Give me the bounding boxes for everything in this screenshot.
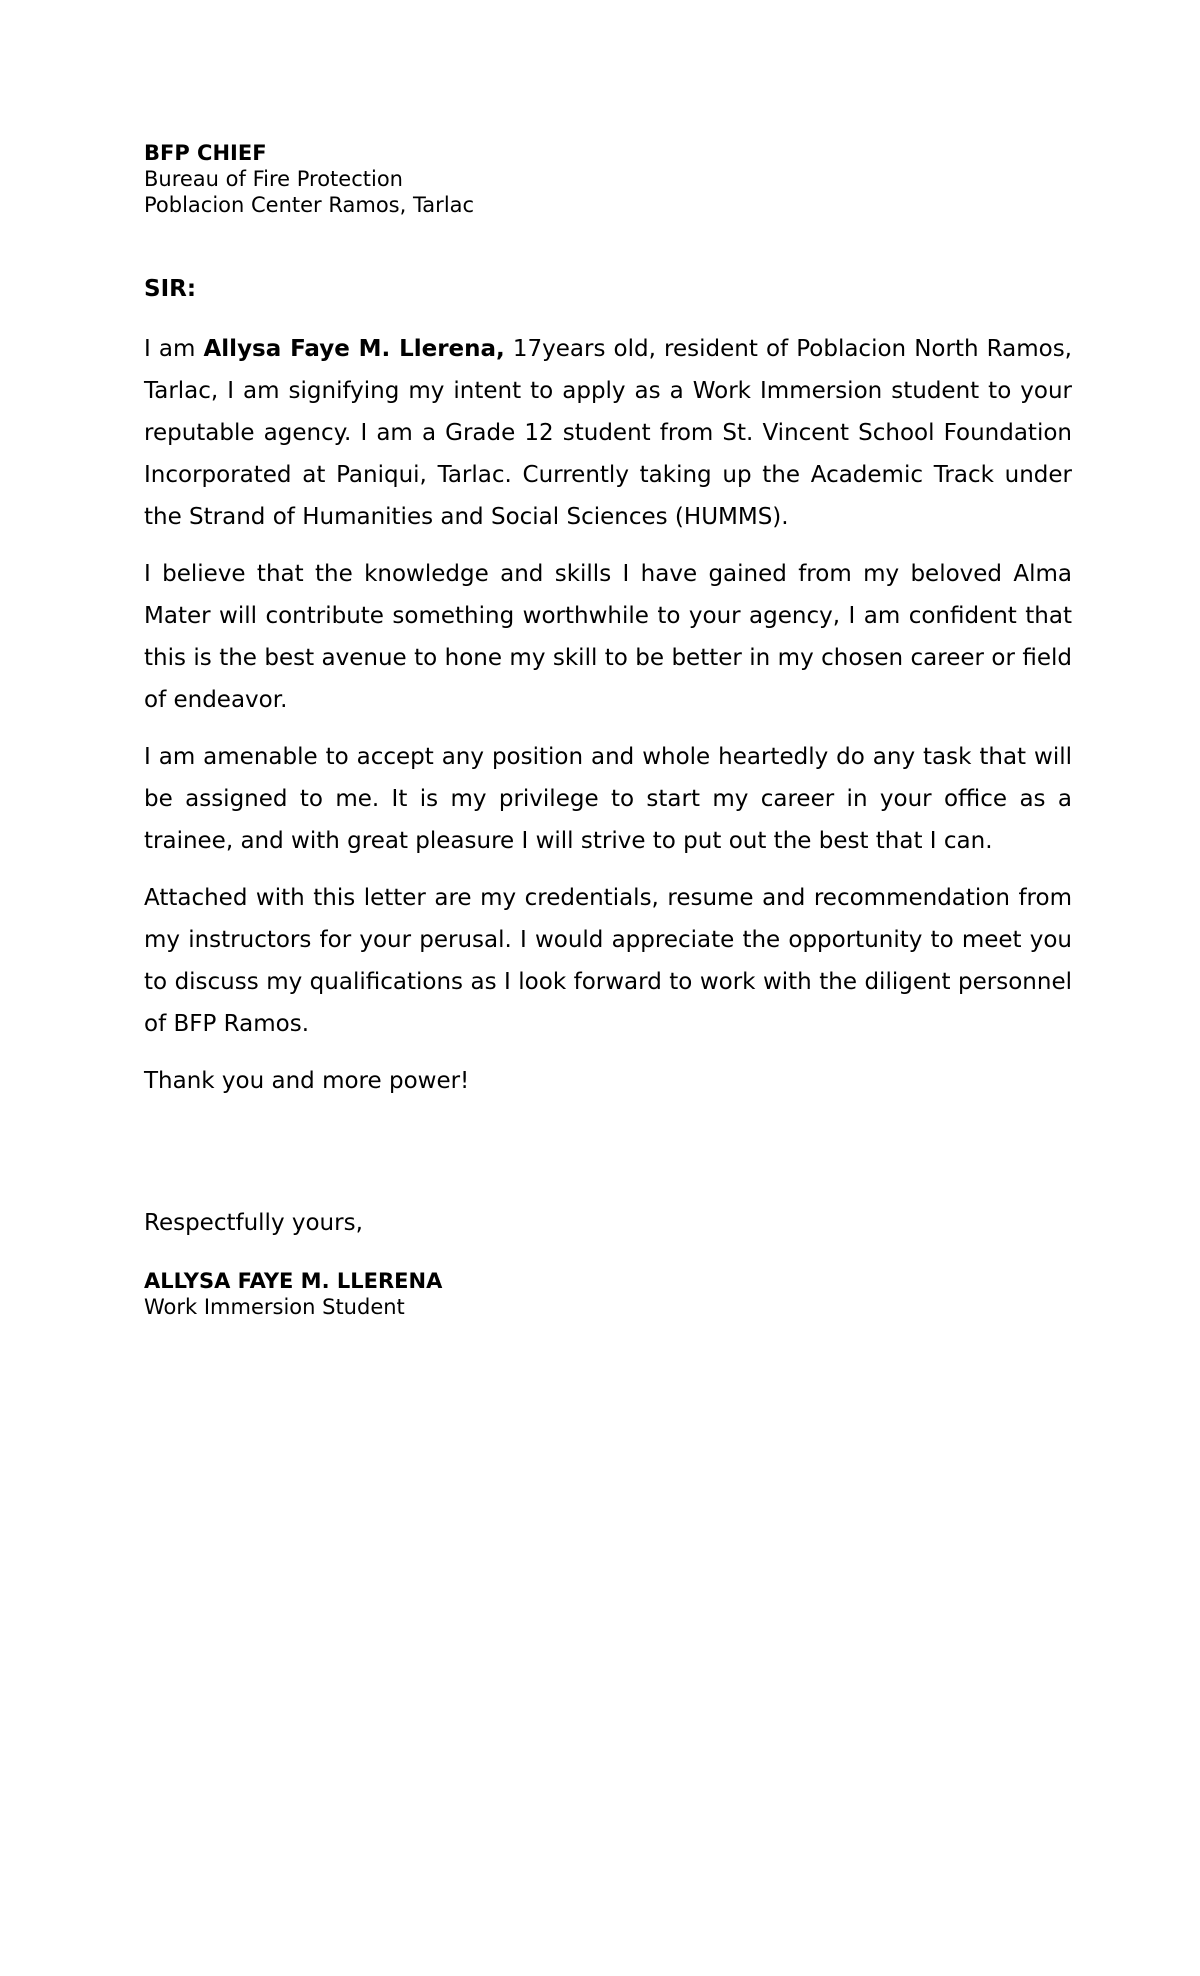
paragraph-intro: [144, 328, 1072, 538]
paragraph-thanks: Thank you and more power!: [144, 1068, 470, 1094]
paragraph-attachments: Attached with this letter are my credentials, resume and recommendation from my instructors for your perusal. I would appreciate the opportunity to meet you to discuss my qualifications as I look forward to work with the diligent personnel of BFP Ramos.: [144, 885, 1072, 1037]
paragraph-amenable: I am amenable to accept any position and whole heartedly do any task that will be assigned to me. It is my privilege to start my career in your office as a trainee, and with great pleasure I will strive to put out the best that I can.: [144, 744, 1072, 854]
applicant-name: Allysa Faye M. Llerena,: [203, 336, 505, 362]
salutation: SIR:: [144, 276, 197, 302]
recipient-block: [144, 140, 1072, 218]
letter-body: [144, 328, 1072, 1117]
closing: Respectfully yours,: [144, 1210, 363, 1236]
paragraph-skills: I believe that the knowledge and skills I have gained from my beloved Alma Mater will contribute something worthwhile to your agency, I am confident that this is the best avenue to hone my skill to be better in my chosen career or field of endeavor.: [144, 561, 1072, 713]
signature-position: Work Immersion Student: [144, 1295, 405, 1319]
signature-block: [144, 1268, 442, 1320]
intro-rest: 17years old, resident of Poblacion North Ramos, Tarlac, I am signifying my intent to apply as a Work Immersion student to your reputable agency. I am a Grade 12 student from St. Vincent School Foundation Incorporated at Paniqui, Tarlac. Currently taking up the Academic Track under the Strand of Humanities and Social Sciences (HUMMS).: [144, 336, 1072, 530]
recipient-address: Poblacion Center Ramos, Tarlac: [144, 193, 475, 217]
signature-name: ALLYSA FAYE M. LLERENA: [144, 1269, 443, 1293]
intro-lead: I am: [144, 336, 204, 362]
recipient-organization: Bureau of Fire Protection: [144, 167, 403, 191]
letter-page: [144, 140, 1072, 1319]
recipient-title: BFP CHIEF: [144, 141, 267, 165]
